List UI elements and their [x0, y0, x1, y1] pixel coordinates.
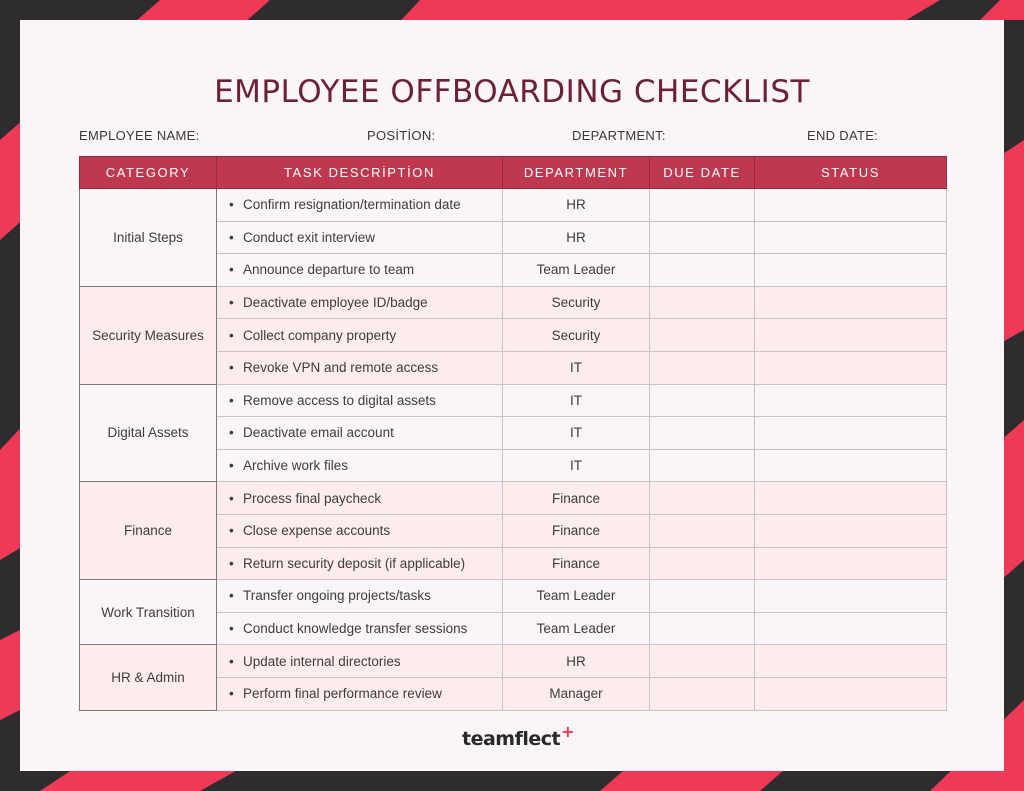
due-date-cell[interactable]	[650, 417, 755, 450]
table-row	[80, 384, 947, 417]
due-date-cell[interactable]	[650, 221, 755, 254]
department-cell: IT	[503, 417, 650, 450]
due-date-cell[interactable]	[650, 482, 755, 515]
category-cell: Digital Assets	[80, 384, 217, 482]
task-cell	[217, 417, 503, 450]
teamflect-logo	[462, 722, 575, 750]
header-department: DEPARTMENT	[503, 157, 650, 189]
task-text: Remove access to digital assets	[243, 392, 436, 408]
due-date-cell[interactable]	[650, 254, 755, 287]
checklist-sheet	[20, 20, 1004, 771]
status-cell[interactable]	[755, 449, 947, 482]
task-cell	[217, 677, 503, 710]
bullet-icon: •	[229, 295, 234, 311]
category-group	[80, 384, 947, 482]
logo-plus-icon: +	[561, 722, 575, 741]
table-row	[80, 580, 947, 613]
bullet-icon: •	[229, 458, 234, 474]
header-category: CATEGORY	[80, 157, 217, 189]
status-cell[interactable]	[755, 482, 947, 515]
header-status: STATUS	[755, 157, 947, 189]
task-text: Return security deposit (if applicable)	[243, 555, 466, 571]
task-text: Perform final performance review	[243, 686, 442, 702]
department-cell: Manager	[503, 677, 650, 710]
task-text: Update internal directories	[243, 653, 401, 669]
bullet-icon: •	[229, 425, 234, 441]
task-text: Conduct exit interview	[243, 229, 376, 245]
department-cell: Team Leader	[503, 612, 650, 645]
bullet-icon: •	[229, 621, 234, 637]
header-due-date: DUE DATE	[650, 157, 755, 189]
task-cell	[217, 645, 503, 678]
category-cell: HR & Admin	[80, 645, 217, 710]
category-cell: Security Measures	[80, 286, 217, 384]
task-text: Revoke VPN and remote access	[243, 360, 439, 376]
category-group	[80, 580, 947, 645]
category-cell: Initial Steps	[80, 189, 217, 287]
bullet-icon: •	[229, 229, 234, 245]
task-text: Announce departure to team	[243, 262, 415, 278]
table-header	[80, 157, 947, 189]
department-cell: IT	[503, 449, 650, 482]
task-text: Deactivate email account	[243, 425, 394, 441]
task-cell	[217, 351, 503, 384]
due-date-cell[interactable]	[650, 189, 755, 222]
table-row	[80, 189, 947, 222]
bullet-icon: •	[229, 490, 234, 506]
status-cell[interactable]	[755, 677, 947, 710]
department-cell: Team Leader	[503, 580, 650, 613]
task-text: Collect company property	[243, 327, 397, 343]
status-cell[interactable]	[755, 351, 947, 384]
department-cell: Finance	[503, 482, 650, 515]
department-cell: Team Leader	[503, 254, 650, 287]
employee-name-label: EMPLOYEE NAME:	[79, 128, 200, 143]
department-cell: Security	[503, 286, 650, 319]
due-date-cell[interactable]	[650, 286, 755, 319]
due-date-cell[interactable]	[650, 384, 755, 417]
bullet-icon: •	[229, 262, 234, 278]
status-cell[interactable]	[755, 384, 947, 417]
status-cell[interactable]	[755, 580, 947, 613]
category-cell: Finance	[80, 482, 217, 580]
status-cell[interactable]	[755, 547, 947, 580]
category-group	[80, 645, 947, 710]
status-cell[interactable]	[755, 514, 947, 547]
logo-text: teamflect	[462, 728, 561, 750]
due-date-cell[interactable]	[650, 677, 755, 710]
task-cell	[217, 319, 503, 352]
header-task-description: TASK DESCRİPTİON	[217, 157, 503, 189]
task-cell	[217, 449, 503, 482]
due-date-cell[interactable]	[650, 351, 755, 384]
due-date-cell[interactable]	[650, 319, 755, 352]
task-text: Archive work files	[243, 458, 349, 474]
department-cell: Finance	[503, 514, 650, 547]
status-cell[interactable]	[755, 612, 947, 645]
bullet-icon: •	[229, 392, 234, 408]
due-date-cell[interactable]	[650, 612, 755, 645]
task-text: Transfer ongoing projects/tasks	[243, 588, 431, 604]
task-cell	[217, 580, 503, 613]
department-cell: HR	[503, 221, 650, 254]
department-cell: HR	[503, 189, 650, 222]
due-date-cell[interactable]	[650, 580, 755, 613]
bullet-icon: •	[229, 588, 234, 604]
due-date-cell[interactable]	[650, 645, 755, 678]
status-cell[interactable]	[755, 221, 947, 254]
category-group	[80, 189, 947, 287]
bullet-icon: •	[229, 653, 234, 669]
department-label: DEPARTMENT:	[572, 128, 666, 143]
due-date-cell[interactable]	[650, 547, 755, 580]
department-cell: IT	[503, 351, 650, 384]
task-text: Close expense accounts	[243, 523, 391, 539]
category-cell: Work Transition	[80, 580, 217, 645]
status-cell[interactable]	[755, 319, 947, 352]
department-cell: Security	[503, 319, 650, 352]
table-row	[80, 482, 947, 515]
task-cell	[217, 286, 503, 319]
task-cell	[217, 189, 503, 222]
bullet-icon: •	[229, 197, 234, 213]
status-cell[interactable]	[755, 189, 947, 222]
department-cell: HR	[503, 645, 650, 678]
bullet-icon: •	[229, 686, 234, 702]
position-label: POSİTİON:	[367, 128, 436, 143]
bullet-icon: •	[229, 555, 234, 571]
task-text: Process final paycheck	[243, 490, 382, 506]
task-cell	[217, 547, 503, 580]
due-date-cell[interactable]	[650, 514, 755, 547]
bullet-icon: •	[229, 327, 234, 343]
task-cell	[217, 254, 503, 287]
task-cell	[217, 482, 503, 515]
status-cell[interactable]	[755, 286, 947, 319]
task-cell	[217, 612, 503, 645]
end-date-label: END DATE:	[807, 128, 879, 143]
department-cell: IT	[503, 384, 650, 417]
table-row	[80, 286, 947, 319]
table-row	[80, 645, 947, 678]
category-group	[80, 482, 947, 580]
task-cell	[217, 514, 503, 547]
due-date-cell[interactable]	[650, 449, 755, 482]
status-cell[interactable]	[755, 417, 947, 450]
status-cell[interactable]	[755, 645, 947, 678]
task-text: Deactivate employee ID/badge	[243, 295, 428, 311]
task-cell	[217, 384, 503, 417]
checklist-table	[79, 156, 947, 711]
task-cell	[217, 221, 503, 254]
page-title: EMPLOYEE OFFBOARDING CHECKLIST	[214, 74, 810, 110]
category-group	[80, 286, 947, 384]
task-text: Confirm resignation/termination date	[243, 197, 461, 213]
department-cell: Finance	[503, 547, 650, 580]
task-text: Conduct knowledge transfer sessions	[243, 621, 468, 637]
bullet-icon: •	[229, 523, 234, 539]
status-cell[interactable]	[755, 254, 947, 287]
bullet-icon: •	[229, 360, 234, 376]
